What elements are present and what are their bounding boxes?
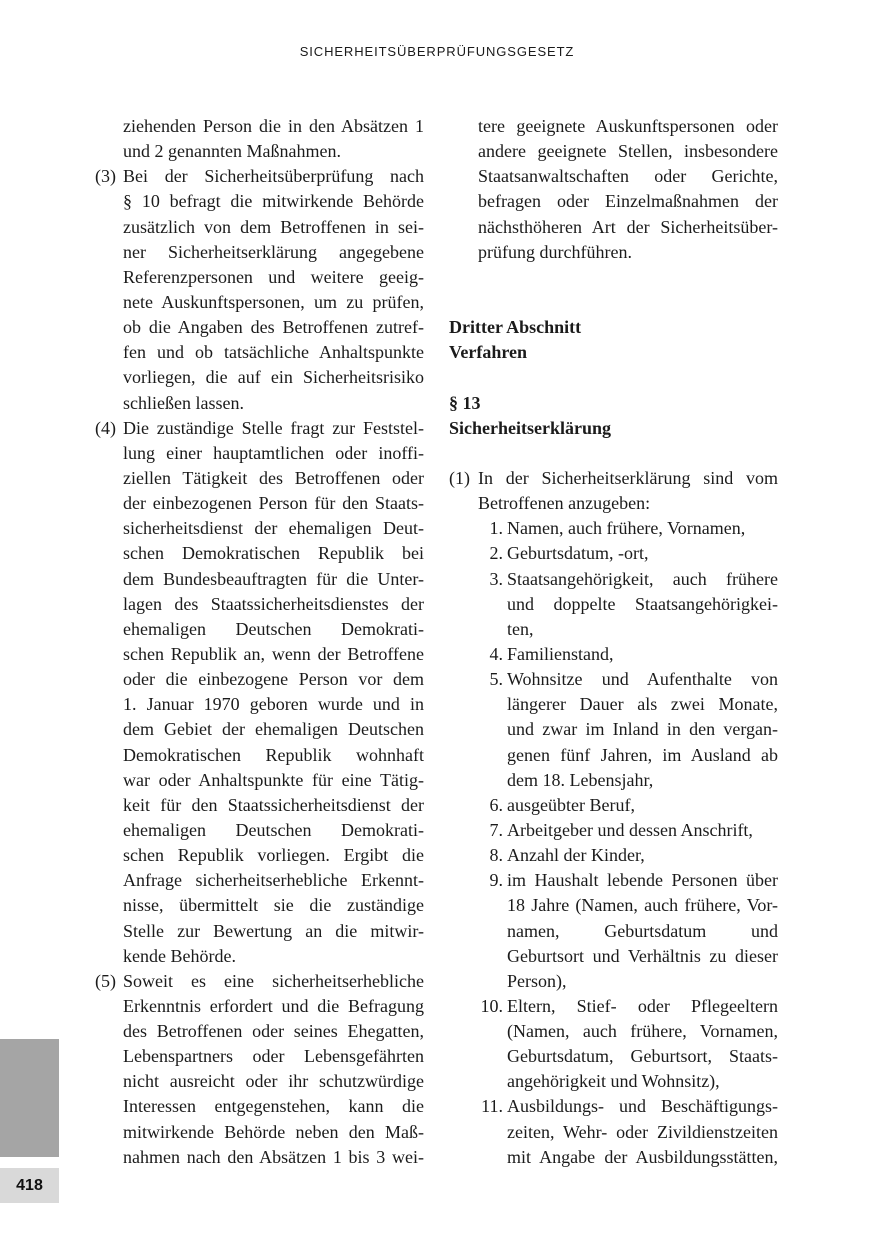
paragraph-4 (95, 416, 424, 969)
text-line: der einbezogenen Person für den Staats- (123, 493, 424, 514)
left-column (95, 114, 424, 1170)
text-line: nete Auskunftspersonen, um zu prüfen, (123, 291, 424, 312)
text-line: dem Gebiet der ehemaligen Deutschen (123, 719, 424, 740)
text-line: Referenzpersonen und weitere geeig- (123, 266, 424, 287)
text-line: Staatsanwaltschaften oder Gerichte, (478, 166, 778, 187)
text-line: ehemaligen Deutschen Demokrati- (123, 618, 424, 639)
text-line: befragen oder Einzelmaßnahmen der (478, 191, 778, 212)
text-line: nicht ausreicht oder ihr schutzwürdige (123, 1071, 424, 1092)
text-line: Geburtsort und Verhältnis zu dieser (507, 945, 778, 966)
list-item (449, 843, 778, 868)
article-number: § 13 (449, 392, 481, 413)
running-head: SICHERHEITSÜBERPRÜFUNGSGESETZ (299, 44, 575, 59)
text-line: Person), (507, 970, 567, 991)
section-title: Verfahren (449, 342, 527, 363)
text-line: prüfung durchführen. (478, 241, 632, 262)
text-line: nächsthöheren Art der Sicherheitsüber- (478, 216, 778, 237)
paragraph-continuation (449, 114, 778, 265)
list-item (449, 642, 778, 667)
text-line: Die zuständige Stelle fragt zur Feststel- (123, 417, 424, 438)
text-line: Betroffenen anzugeben: (478, 493, 651, 514)
text-line: Interessen entgegenstehen, kann die (123, 1096, 424, 1117)
list-item (449, 793, 778, 818)
text-line: oder die einbezogene Person vor dem (123, 669, 424, 690)
paragraph-number: (3) (95, 166, 116, 187)
spacer (449, 265, 778, 290)
text-line: Staatsangehörigkeit, auch frühere (507, 568, 778, 589)
text-line: Namen, auch frühere, Vornamen, (507, 518, 746, 539)
text-line: kende Behörde. (123, 945, 236, 966)
text-line: Wohnsitze und Aufenthalte von (507, 669, 778, 690)
text-line: schen Republik an, wenn der Betroffene (123, 643, 424, 664)
text-line: Arbeitgeber und dessen Anschrift, (507, 819, 753, 840)
paragraph-1 (449, 466, 778, 1170)
list-item-number: 10. (480, 995, 503, 1016)
list-item (449, 516, 778, 541)
paragraph-5 (95, 969, 424, 1170)
text-line: nahmen nach den Absätzen 1 bis 3 wei- (123, 1146, 424, 1167)
list-item-number: 11. (481, 1096, 503, 1117)
paragraph-number: (4) (95, 417, 116, 438)
text-line: genen fünf Jahren, im Ausland ab (507, 744, 778, 765)
list-item (449, 1094, 778, 1169)
text-line: schließen lassen. (123, 392, 244, 413)
text-line: Ausbildungs- und Beschäftigungs- (507, 1096, 778, 1117)
text-line: zeiten, Wehr- oder Zivildienstzeiten (507, 1121, 778, 1142)
text-line: ner Sicherheitserklärung angegebene (123, 241, 424, 262)
text-line: § 10 befragt die mitwirkende Behörde (123, 191, 424, 212)
text-line: angehörigkeit und Wohnsitz), (507, 1071, 720, 1092)
text-line: Lebenspartners oder Lebensgefährten (123, 1046, 424, 1067)
text-line: Anfrage sicherheitserhebliche Erkennt- (123, 870, 424, 891)
list-item-number: 3. (489, 568, 503, 589)
list-item-number: 6. (489, 794, 503, 815)
text-line: mit Angabe der Ausbildungsstätten, (507, 1146, 778, 1167)
paragraph-3 (95, 164, 424, 415)
right-column (449, 114, 778, 1170)
text-line: Familienstand, (507, 643, 614, 664)
text-line: In der Sicherheitserklärung sind vom (478, 467, 778, 488)
text-line: Anzahl der Kinder, (507, 845, 645, 866)
text-line: und doppelte Staatsangehörigkei- (507, 593, 778, 614)
list-item-number: 5. (489, 669, 503, 690)
text-line: ehemaligen Deutschen Demokrati- (123, 819, 424, 840)
list-item-number: 7. (489, 819, 503, 840)
thumb-index-tab (0, 1039, 59, 1157)
text-line: ziellen Tätigkeit des Betroffenen oder (123, 467, 424, 488)
text-line: war oder Anhaltspunkte für eine Tätig- (123, 769, 424, 790)
text-line: Stelle zur Bewertung an die mitwir- (123, 920, 424, 941)
list-item (449, 994, 778, 1095)
spacer (449, 290, 778, 315)
list-item (449, 868, 778, 994)
list-item (449, 541, 778, 566)
text-line: ten, (507, 618, 534, 639)
text-line: 1. Januar 1970 geboren wurde und in (123, 694, 424, 715)
text-line: nisse, übermittelt sie die zuständige (123, 895, 424, 916)
text-line: tere geeignete Auskunftspersonen oder (478, 116, 778, 136)
list-item-number: 4. (489, 643, 503, 664)
paragraph-number: (1) (449, 467, 470, 488)
text-line: dem 18. Lebensjahr, (507, 769, 654, 790)
numbered-list (449, 516, 778, 1170)
paragraph-number: (5) (95, 970, 116, 991)
list-item-number: 1. (489, 518, 503, 539)
text-line: Eltern, Stief- oder Pflegeeltern (507, 995, 778, 1016)
text-line: im Haushalt lebende Personen über (507, 870, 778, 891)
text-line: ziehenden Person die in den Absätzen 1 (123, 116, 424, 136)
text-line: Soweit es eine sicherheitserhebliche (123, 970, 424, 991)
text-line: Geburtsdatum, Geburtsort, Staats- (507, 1046, 778, 1067)
text-line: mitwirkende Behörde neben den Maß- (123, 1121, 424, 1142)
text-line: lung einer hauptamtlichen oder inoffi- (123, 442, 424, 463)
section-label: Dritter Abschnitt (449, 317, 582, 338)
text-line: fen und ob tatsächliche Anhaltspunkte (123, 342, 424, 363)
text-line: ob die Angaben des Betroffenen zutref- (123, 317, 424, 338)
text-line: keit für den Staatssicherheitsdienst der (123, 794, 424, 815)
list-item (449, 818, 778, 843)
text-line: Demokratischen Republik wohnhaft (123, 744, 424, 765)
article-title: Sicherheitserklärung (449, 417, 611, 438)
text-line: ausgeübter Beruf, (507, 794, 635, 815)
text-line: schen Demokratischen Republik bei (123, 543, 424, 564)
text-line: Geburtsdatum, -ort, (507, 543, 649, 564)
page-number: 418 (0, 1168, 59, 1203)
text-line: andere geeignete Stellen, insbesondere (478, 141, 778, 162)
paragraph-continuation (95, 114, 424, 164)
list-item-number: 9. (489, 870, 503, 891)
text-line: dem Bundesbeauftragten für die Unter- (123, 568, 424, 589)
text-line: und zwar im Inland in den vergan- (507, 719, 778, 740)
text-line: vorliegen, die auf ein Sicherheitsrisiko (123, 367, 424, 388)
list-item-number: 8. (489, 845, 503, 866)
spacer (449, 365, 778, 390)
text-line: lagen des Staatssicherheitsdienstes der (123, 593, 424, 614)
text-line: namen, Geburtsdatum und (507, 920, 778, 941)
list-item (449, 667, 778, 793)
text-line: und 2 genannten Maßnahmen. (123, 141, 341, 162)
spacer (449, 441, 778, 466)
text-line: des Betroffenen oder seines Ehegatten, (123, 1021, 424, 1042)
text-line: sicherheitsdienst der ehemaligen Deut- (123, 518, 424, 539)
text-line: Erkenntnis erfordert und die Befragung (123, 995, 424, 1016)
text-line: (Namen, auch frühere, Vornamen, (507, 1021, 778, 1042)
list-item-number: 2. (489, 543, 503, 564)
text-line: Bei der Sicherheitsüberprüfung nach (123, 166, 424, 187)
text-line: zusätzlich von dem Betroffenen in sei- (123, 216, 424, 237)
text-line: längerer Dauer als zwei Monate, (507, 694, 778, 715)
text-line: 18 Jahre (Namen, auch frühere, Vor- (507, 895, 778, 916)
list-item (449, 567, 778, 642)
text-line: schen Republik vorliegen. Ergibt die (123, 845, 424, 866)
